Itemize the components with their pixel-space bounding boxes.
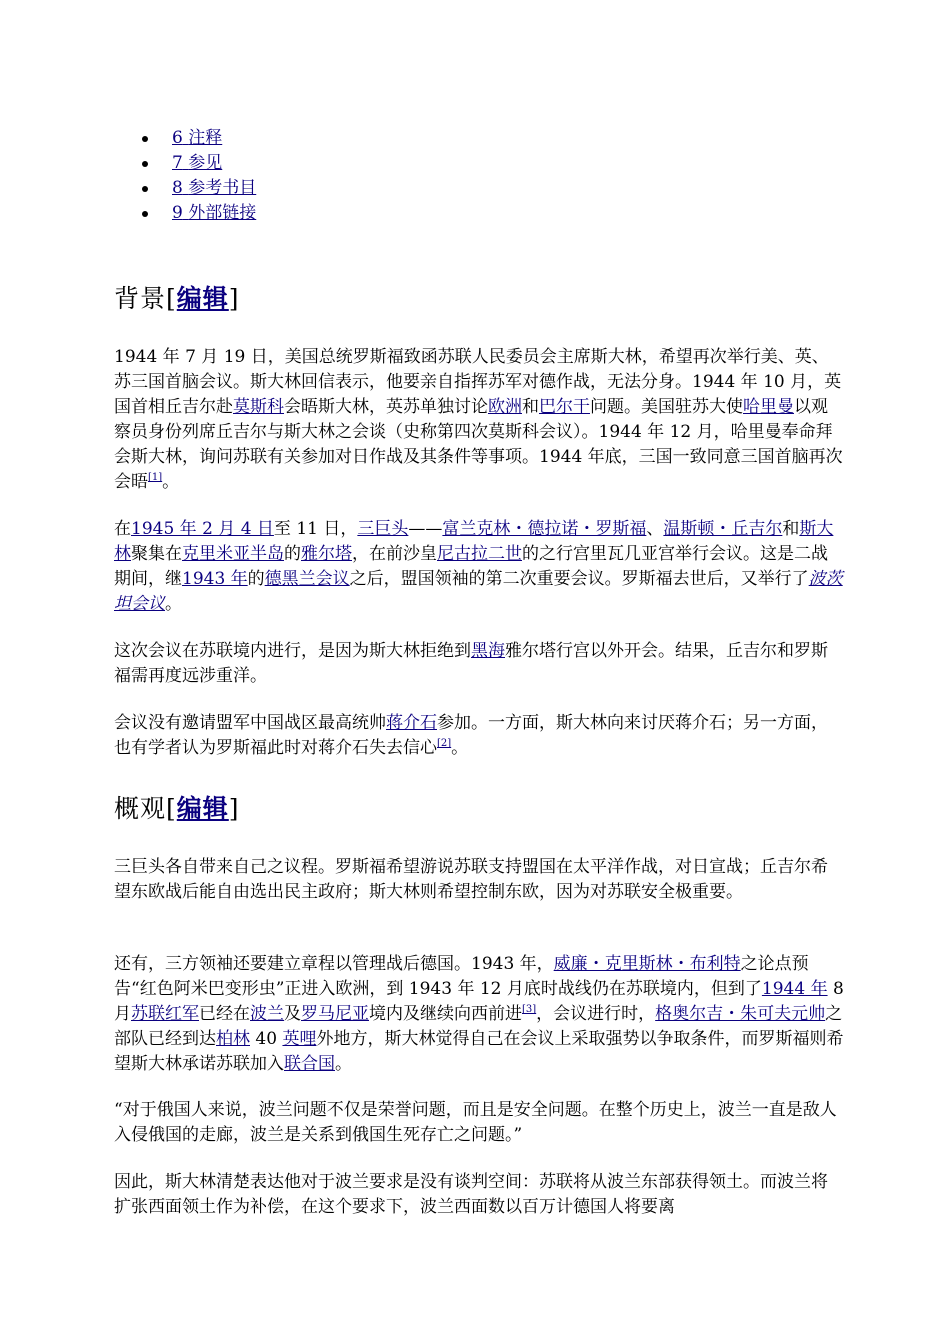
text: 。 [335,1054,352,1074]
text: 这次会议在苏联境内进行，是因为斯大林拒绝到 [114,641,471,661]
text: 、 [646,519,664,539]
paragraph-overview-4 [114,1170,844,1220]
paragraph-background-4 [114,711,844,761]
link-tehran-conference[interactable]: 德黑兰会议 [264,569,350,589]
text: 外地方，斯大林觉得自己在会议上采取强势以争取条件，而罗斯福则希望斯大林承诺苏联加入 [114,1029,844,1074]
link-black-sea[interactable]: 黑海 [471,641,505,661]
text: 之论点预告“红色阿米巴变形虫”正进入欧洲，到 1943 年 12 月底时战线仍在苏联境内，但到了 [114,954,809,999]
toc-link-see-also[interactable] [172,153,222,173]
text: 会晤斯大林，英苏单独讨论 [284,397,488,417]
toc-label: 参考书目 [188,178,257,198]
link-moscow[interactable]: 莫斯科 [233,397,284,417]
paragraph-background-3 [114,639,844,689]
link-balkans[interactable]: 巴尔干 [539,397,590,417]
text: 之部队已经到达 [114,1004,843,1049]
text: 以观察员身份列席丘吉尔与斯大林之会谈（史称第四次莫斯科会议）。1944 年 12 月，哈里曼奉命拜会斯大林，询问苏联有关参加对日作战及其条件等事项。1944 年底，三国一致同意三国首脑再次会晤 [114,397,843,492]
text: 的 [247,569,265,589]
link-chiang-kai-shek[interactable]: 蒋介石 [386,713,437,733]
bracket: ] [228,284,240,313]
link-crimea[interactable]: 克里米亚半岛 [182,544,284,564]
link-romania[interactable]: 罗马尼亚 [301,1004,369,1024]
text: 三巨头各自带来自己之议程。罗斯福希望游说苏联支持盟国在太平洋作战，对日宣战；丘吉尔希望东欧战后能自由选出民主政府；斯大林则希望控制东欧，因为对苏联安全极重要。 [114,857,828,902]
text: 问题。美国驻苏大使 [590,397,743,417]
text: 之后，盟国领袖的第二次重要会议。罗斯福去世后，又举行了 [349,569,809,589]
link-roosevelt[interactable]: 富兰克林・德拉诺・罗斯福 [442,519,647,539]
link-churchill[interactable]: 温斯顿・丘吉尔 [663,519,783,539]
toc-label: 外部链接 [188,203,257,223]
toc-item-external-links [142,201,256,226]
link-harriman[interactable]: 哈里曼 [743,397,794,417]
link-red-army[interactable]: 苏联红军 [131,1004,199,1024]
text: 至 11 日， [273,519,358,539]
text: 的之行宫里瓦几亚宫举行会议。这是二战期间，继 [114,544,828,589]
text: —— [408,519,443,539]
link-william-bullitt[interactable]: 威廉・克里斯林・布利特 [553,954,741,974]
paragraph-overview-1 [114,855,844,905]
text: 。 [165,594,182,614]
heading-text: 概观 [114,794,167,823]
text: 。 [162,472,180,492]
link-1944[interactable]: 1944 年 [761,979,828,999]
reference-3[interactable]: [3] [522,1004,537,1015]
table-of-contents [142,126,256,226]
text: 40 [250,1029,283,1049]
link-poland[interactable]: 波兰 [250,1004,284,1024]
heading-text: 背景 [114,284,167,313]
toc-item-notes [142,126,256,151]
toc-num: 6 [172,128,183,148]
text: 和 [782,519,800,539]
toc-item-bibliography [142,176,256,201]
edit-link-overview[interactable]: 编辑 [176,794,229,823]
link-europe[interactable]: 欧洲 [488,397,522,417]
section-heading-background [114,282,240,316]
toc-link-external-links[interactable] [172,203,256,223]
paragraph-background-1 [114,345,844,495]
bracket: [ [166,794,177,823]
toc-link-notes[interactable] [172,128,222,148]
text: 因此，斯大林清楚表达他对于波兰要求是没有谈判空间：苏联将从波兰东部获得领土。而波兰将扩张西面领土作为补偿，在这个要求下，波兰西面数以百万计德国人将要离 [114,1172,828,1217]
toc-label: 注释 [188,128,223,148]
text: “对于俄国人来说，波兰问题不仅是荣誉问题，而且是安全问题。在整个历史上，波兰一直是敌人入侵俄国的走廊，波兰是关系到俄国生死存亡之问题。” [114,1100,837,1145]
link-united-nations[interactable]: 联合国 [284,1054,335,1074]
link-potsdam-conference[interactable]: 波茨坦会议 [114,569,843,614]
text: 雅尔塔行宫以外开会。结果，丘吉尔和罗斯福需再度远涉重洋。 [114,641,828,686]
text: 聚集在 [131,544,182,564]
link-nicholas-ii[interactable]: 尼古拉二世 [437,544,522,564]
text: 1944 年 7 月 19 日，美国总统罗斯福致函苏联人民委员会主席斯大林，希望再次举行美、英、苏三国首脑会议。斯大林回信表示，他要亲自指挥苏军对德作战，无法分身。1944 年 10 月，英国首相丘吉尔赴 [114,347,842,417]
reference-2[interactable]: [2] [437,738,452,749]
toc-link-bibliography[interactable] [172,178,256,198]
text: 的 [284,544,301,564]
link-berlin[interactable]: 柏林 [216,1029,250,1049]
text: 8 月 [114,979,844,1024]
text: ，在前沙皇 [352,544,437,564]
text: 在 [114,519,131,539]
text: 已经在 [199,1004,250,1024]
text: 还有，三方领袖还要建立章程以管理战后德国。1943 年， [114,954,554,974]
text: 会议没有邀请盟军中国战区最高统帅 [114,713,386,733]
link-1943[interactable]: 1943 年 [182,569,248,589]
link-mile[interactable]: 英哩 [282,1029,317,1049]
text: 。 [451,738,469,758]
paragraph-overview-3 [114,1098,844,1148]
text: 及 [284,1004,301,1024]
link-stalin[interactable]: 斯大林 [114,519,834,564]
paragraph-overview-2 [114,952,844,1077]
link-zhukov[interactable]: 格奥尔吉・朱可夫元帅 [655,1004,826,1024]
text: ，会议进行时， [536,1004,656,1024]
bracket: [ [166,284,177,313]
link-big-three[interactable]: 三巨头 [357,519,409,539]
paragraph-background-2 [114,517,844,617]
toc-item-see-also [142,151,256,176]
toc-num: 9 [172,203,183,223]
text: 境内及继续向西前进 [369,1004,522,1024]
link-date-1945-02-04[interactable]: 1945 年 2 月 4 日 [131,519,274,539]
link-yalta[interactable]: 雅尔塔 [301,544,352,564]
toc-label: 参见 [188,153,223,173]
text: 和 [522,397,539,417]
toc-num: 8 [172,178,183,198]
section-heading-overview [114,792,240,826]
text: 参加。一方面，斯大林向来讨厌蒋介石；另一方面，也有学者认为罗斯福此时对蒋介石失去信心 [114,713,828,758]
bracket: ] [228,794,240,823]
toc-num: 7 [172,153,183,173]
edit-link-background[interactable]: 编辑 [176,284,229,313]
reference-1[interactable]: [1] [148,472,163,483]
